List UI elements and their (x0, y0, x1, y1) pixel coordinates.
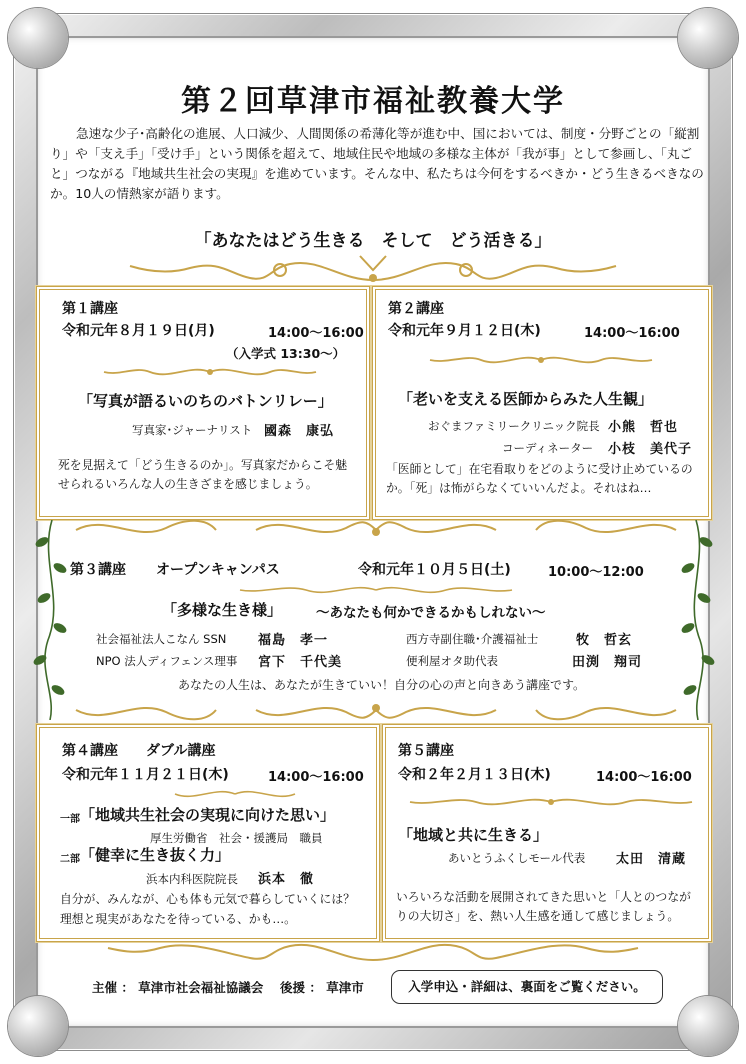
lecture-3-subtitle: オープンキャンパス (156, 562, 280, 578)
lecture-5-label: 第５講座 (398, 743, 454, 759)
ivy-vine-right (676, 520, 718, 720)
lecture-3-speaker: 牧 哲玄 (576, 633, 633, 648)
lecture-1-speaker: 國森 康弘 (264, 424, 335, 439)
lecture-4-description: 理想と現実があなたを待っている、かも…。 (60, 912, 296, 926)
lecture-5-time: 14:00～16:00 (596, 770, 692, 785)
lecture-3-description: あなたの人生は、あなたが生きていい！自分の心の声と向きあう講座です。 (178, 678, 586, 692)
gold-divider-ornament (406, 792, 696, 812)
lecture-3-time: 10:00～12:00 (548, 565, 644, 580)
lecture-4-time: 14:00～16:00 (268, 770, 364, 785)
lecture-1-role: 写真家･ジャーナリスト (132, 423, 253, 437)
lecture-4-part2-role: 浜本内科医院院長 (146, 872, 238, 886)
lecture-1-date: 令和元年８月１９日(月) (62, 323, 215, 339)
lecture-3-date: 令和元年１０月５日(土) (358, 562, 511, 578)
lecture-1-description: 死を見据えて「どう生きるのか」。写真家だからこそ魅せられるいろんな人の生きざまを感じましょう。 (58, 458, 348, 491)
lecture-5-box (382, 724, 712, 942)
lecture-4-part2-speaker: 浜本 徹 (258, 872, 315, 887)
lecture-4-part1-label: 一部 (60, 814, 80, 825)
lecture-3-theme: 「多様な生き様」 (162, 601, 283, 619)
lecture-4-box (36, 724, 380, 942)
lecture-2-theme: 「老いを支える医師からみた人生観」 (398, 390, 654, 408)
lecture-2-description: 「医師として」在宅看取りをどのように受け止めているのか。「死」は怖がらなくていいんだよ。それはね… (386, 462, 693, 495)
slogan: 「あなたはどう生きる そして どう活きる」 (194, 231, 552, 251)
ivy-vine-left (30, 520, 72, 720)
lecture-2-coordinator: 小枝 美代子 (608, 442, 693, 457)
lecture-1-entrance: （入学式 13:30～） (226, 346, 346, 361)
lecture-4-date: 令和元年１１月２１日(木) (62, 767, 229, 783)
page-title: 第２回草津市福祉教養大学 (181, 84, 565, 119)
lecture-4-subtitle: ダブル講座 (146, 743, 216, 759)
lecture-1-time: 14:00～16:00 (268, 326, 364, 341)
frame-corner-ornament (678, 8, 738, 68)
lecture-4-part2-label: 二部 (60, 854, 80, 865)
lecture-2-label: 第２講座 (388, 301, 444, 317)
lecture-4-description: 自分が、みんなが、心も体も元気で暮らしていくには？ (60, 892, 355, 906)
lecture-5-theme: 「地域と共に生きる」 (398, 826, 549, 844)
lecture-5-role: あいとうふくしモール代表 (448, 851, 586, 865)
lecture-3-theme-sub: ～あなたも何かできるかもしれない～ (316, 605, 546, 621)
frame-corner-ornament (678, 996, 738, 1056)
lecture-2-date: 令和元年９月１２日(木) (388, 323, 541, 339)
lecture-2-coordinator-role: コーディネーター (502, 441, 594, 455)
lecture-1-theme: 「写真が語るいのちのバトンリレー」 (78, 392, 333, 410)
lecture-3-speaker: 宮下 千代美 (258, 655, 343, 670)
lecture-4-label: 第４講座 (62, 743, 118, 759)
lecture-1-box (36, 286, 370, 520)
lecture-4-part1-role: 厚生労働省 社会・援護局 職員 (150, 831, 323, 845)
lecture-1-label: 第１講座 (62, 301, 118, 317)
lecture-3-speaker-role: 西方寺副住職･介護福祉士 (406, 632, 539, 646)
lecture-5-description: いろいろな活動を展開されてきた思いと「人とのつながりの大切さ」を、熱い人生感を通して感じましょう。 (396, 890, 691, 923)
apply-info-box: 入学申込・詳細は、裏面をご覧ください。 (391, 970, 663, 1004)
frame-corner-ornament (8, 996, 68, 1056)
organizer-text: 主催 ： 草津市社会福祉協議会 後援 ： 草津市 (92, 980, 364, 995)
lecture-2-speaker: 小熊 哲也 (608, 420, 679, 435)
gold-scroll-ornament (100, 934, 646, 966)
gold-divider-ornament (100, 362, 320, 382)
gold-divider-ornament (426, 350, 656, 370)
gold-divider-ornament (236, 582, 516, 598)
lecture-2-box (372, 286, 712, 520)
gold-scroll-ornament (66, 510, 686, 546)
lecture-2-time: 14:00～16:00 (584, 326, 680, 341)
lecture-3-speaker: 福島 孝一 (258, 633, 329, 648)
lecture-4-part2-theme: 「健幸に生き抜く力」 (80, 846, 231, 864)
lecture-5-speaker: 太田 清蔵 (616, 852, 687, 867)
lecture-2-role: おぐまファミリークリニック院長 (428, 419, 600, 433)
gold-divider-ornament (150, 786, 320, 802)
lecture-3-speaker-role: NPO 法人ディフェンス理事 (96, 654, 238, 668)
lecture-3-label: 第３講座 (70, 562, 126, 578)
intro-text: 急速な少子･高齢化の進展、人口減少、人間関係の希薄化等が進む中、国においては、制度・分野ごとの「縦割り」や「支え手」「受け手」という関係を超えて、地域住民や地域の多様な主体が「我が事」として参画し、「丸ごと」つながる『地域共生社会の実現』を進めています。そんな中、私たちは今何をするべきか・どう生きるべきなのか。10人の情熱家が語ります。 (50, 126, 704, 201)
gold-scroll-ornament (120, 250, 626, 286)
lecture-4-part1-theme: 「地域共生社会の実現に向けた思い」 (80, 806, 336, 824)
lecture-3-speaker: 田渕 翔司 (572, 655, 643, 670)
lecture-3-speaker-role: 便利屋オタ助代表 (406, 654, 498, 668)
frame-corner-ornament (8, 8, 68, 68)
lecture-3-speaker-role: 社会福祉法人こなん SSN (96, 632, 227, 646)
lecture-5-date: 令和２年２月１３日(木) (398, 767, 551, 783)
